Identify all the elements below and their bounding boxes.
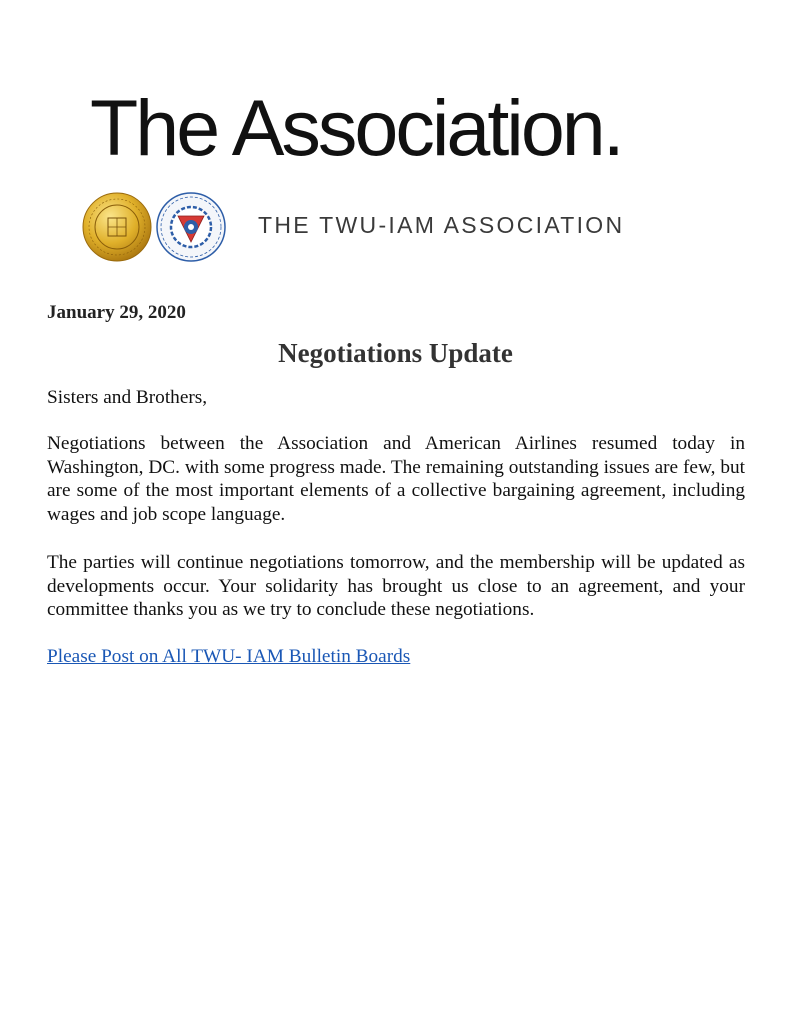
- iam-seal-icon: [156, 192, 226, 262]
- salutation: Sisters and Brothers,: [47, 387, 208, 408]
- twu-seal-icon: [82, 192, 152, 262]
- paragraph: The parties will continue negotiations tomorrow, and the membership will be updated as developments occur. Your solidarity has brought us close to an agreement, and your committee thanks you as we try to conclude these negotiations.: [47, 552, 745, 620]
- association-subtitle: THE TWU-IAM ASSOCIATION: [258, 212, 625, 238]
- union-logos: [82, 192, 226, 262]
- letter-date: January 29, 2020: [47, 302, 186, 323]
- bulletin-board-link[interactable]: Please Post on All TWU- IAM Bulletin Boards: [47, 646, 411, 667]
- masthead-title: The Association.: [90, 83, 622, 172]
- letter-title: Negotiations Update: [278, 338, 513, 368]
- paragraph: Negotiations between the Association and American Airlines resumed today in Washington, DC. with some progress made. The remaining outstanding issues are few, but are some of the most important elements of a collective bargaining agreement, including wages and job scope language.: [47, 433, 745, 525]
